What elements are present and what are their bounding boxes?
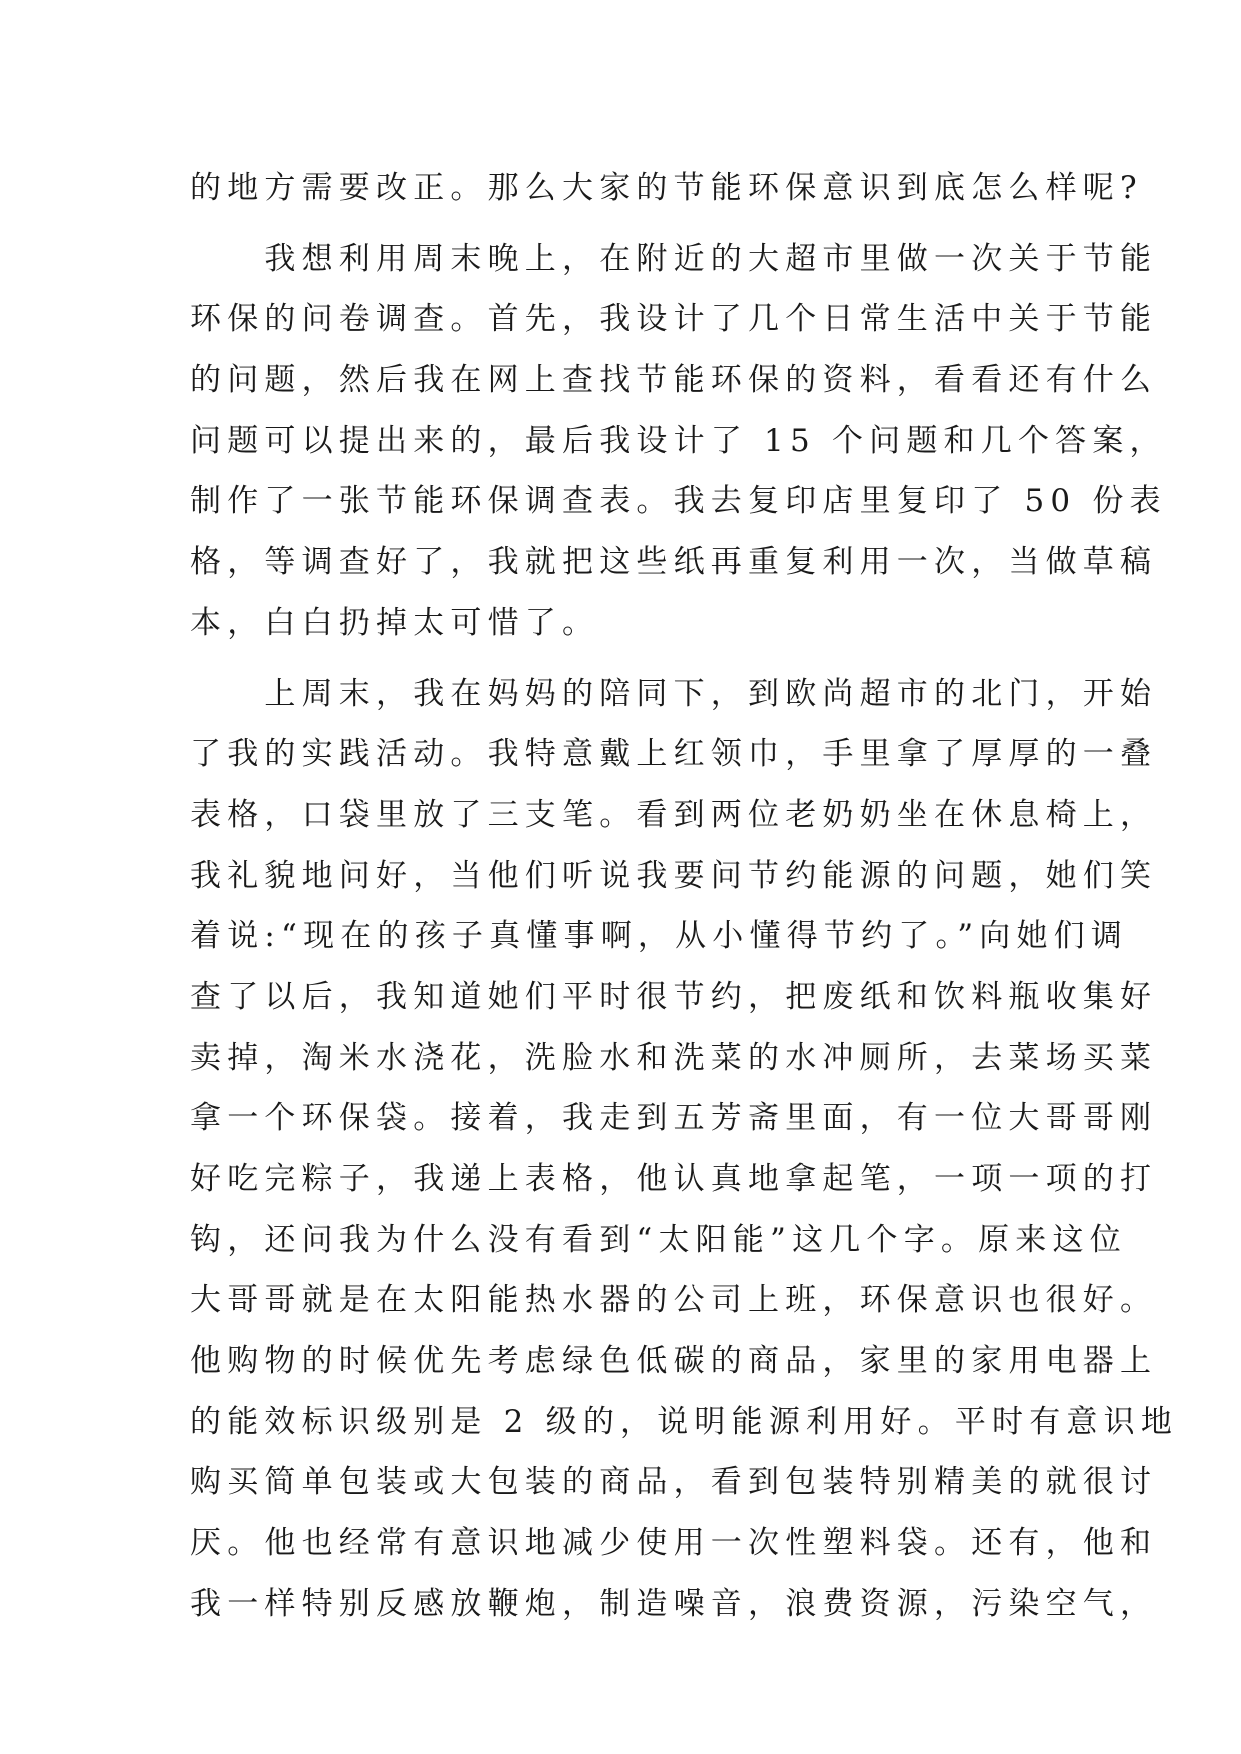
text-line: 的能效标识级别是 2 级的，说明能源利用好。平时有意识地 [190, 1403, 1179, 1440]
paragraph-gap [190, 654, 1070, 664]
text-line: 钩，还问我为什么没有看到“太阳能”这几个字。原来这位 [190, 1221, 1127, 1258]
text-line: 好吃完粽子，我递上表格，他认真地拿起笔，一项一项的打 [190, 1161, 1158, 1197]
text-line: 查了以后，我知道她们平时很节约，把废纸和饮料瓶收集好 [190, 978, 1158, 1015]
text-line: 卖掉，淘米水浇花，洗脸水和洗菜的水冲厕所，去菜场买菜 [190, 1039, 1158, 1076]
text-line: 拿一个环保袋。接着，我走到五芳斋里面，有一位大哥哥刚 [190, 1100, 1158, 1137]
text-line: 购买简单包装或大包装的商品，看到包装特别精美的就很讨 [190, 1464, 1158, 1501]
text-line: 环保的问卷调查。首先，我设计了几个日常生活中关于节能 [190, 301, 1158, 338]
text-line: 着说:“现在的孩子真懂事啊，从小懂得节约了。”向她们调 [190, 918, 1129, 955]
text-line: 我一样特别反感放鞭炮，制造噪音，浪费资源，污染空气， [190, 1585, 1158, 1622]
text-line: 大哥哥就是在太阳能热水器的公司上班，环保意识也很好。 [190, 1282, 1158, 1319]
paragraph-1 [190, 158, 1143, 219]
text-line: 我想利用周末晚上，在附近的大超市里做一次关于节能 [190, 240, 1158, 277]
text-line: 他购物的时候优先考虑绿色低碳的商品，家里的家用电器上 [190, 1343, 1158, 1380]
text-line: 上周末，我在妈妈的陪同下，到欧尚超市的北门，开始 [190, 675, 1158, 712]
paragraph-3 [190, 664, 1179, 1635]
text-line: 表格，口袋里放了三支笔。看到两位老奶奶坐在休息椅上， [190, 796, 1158, 833]
document-body [190, 158, 1179, 1635]
text-line: 厌。他也经常有意识地减少使用一次性塑料袋。还有，他和 [190, 1525, 1158, 1562]
text-line: 本，白白扔掉太可惜了。 [190, 604, 600, 641]
paragraph-gap [190, 219, 1070, 229]
text-line: 制作了一张节能环保调查表。我去复印店里复印了 50 份表 [190, 483, 1167, 520]
text-line: 的地方需要改正。那么大家的节能环保意识到底怎么样呢? [190, 170, 1143, 206]
text-line: 格，等调查好了，我就把这些纸再重复利用一次，当做草稿 [190, 544, 1158, 581]
text-line: 了我的实践活动。我特意戴上红领巾，手里拿了厚厚的一叠 [190, 736, 1158, 773]
paragraph-2 [190, 229, 1167, 654]
text-line: 问题可以提出来的，最后我设计了 15 个问题和几个答案， [190, 422, 1167, 459]
text-line: 我礼貌地问好，当他们听说我要问节约能源的问题，她们笑 [190, 857, 1158, 894]
text-line: 的问题，然后我在网上查找节能环保的资料，看看还有什么 [190, 362, 1158, 399]
